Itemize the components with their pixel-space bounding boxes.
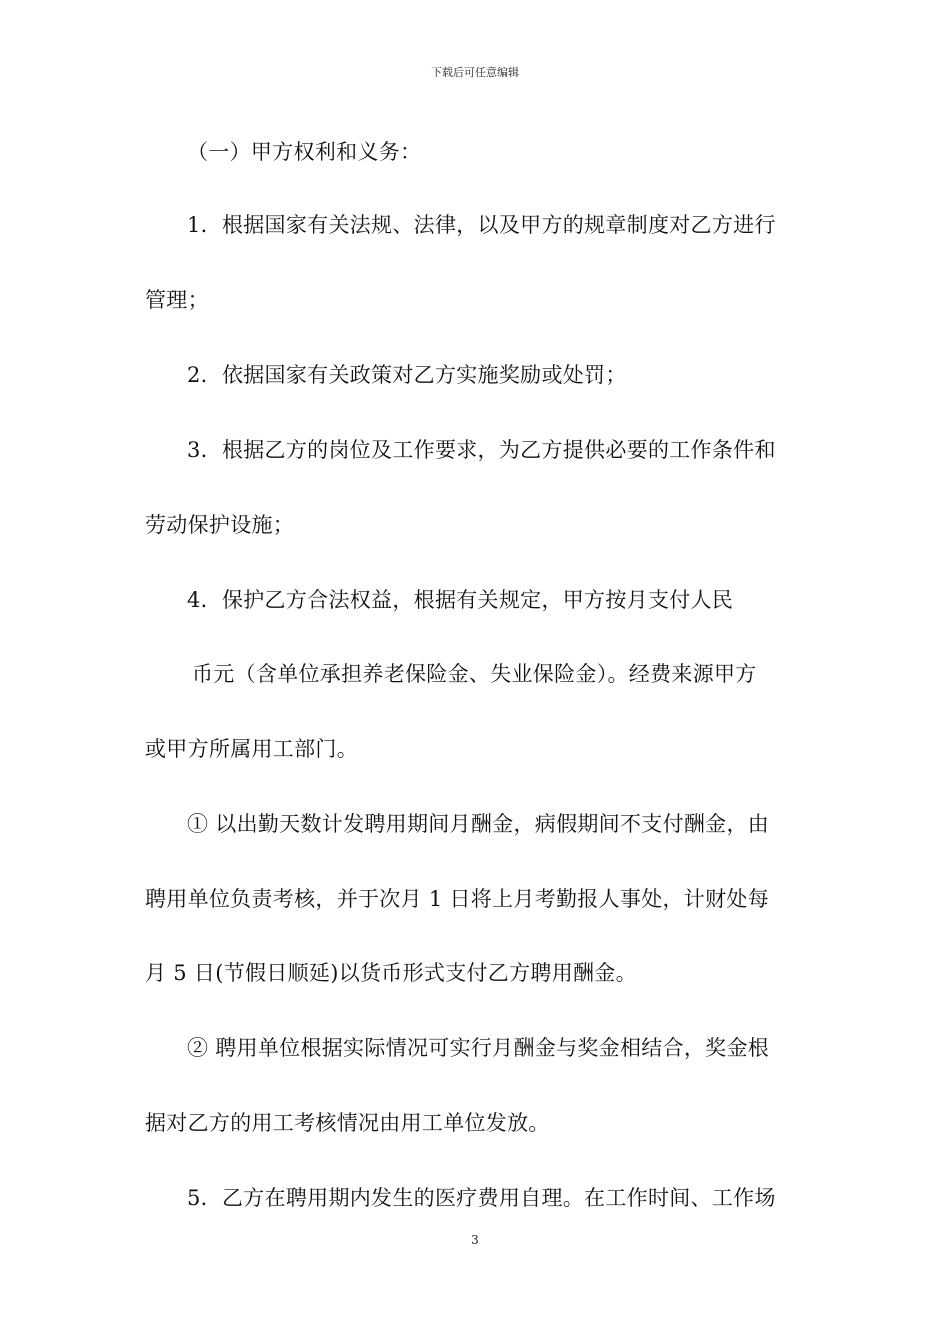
paragraph-line: 4．保护乙方合法权益，根据有关规定，甲方按月支付人民 (187, 588, 734, 612)
paragraph-line: 劳动保护设施； (145, 513, 295, 537)
paragraph-line: 或甲方所属用工部门。 (145, 737, 358, 761)
paragraph-line: 月 5 日(节假日顺延)以货币形式支付乙方聘用酬金。 (145, 961, 637, 985)
paragraph-line: 1．根据国家有关法规、法律，以及甲方的规章制度对乙方进行 (187, 213, 776, 237)
paragraph-line: 5．乙方在聘用期内发生的医疗费用自理。在工作时间、工作场 (187, 1186, 776, 1210)
paragraph-line: 据对乙方的用工考核情况由用工单位发放。 (145, 1111, 550, 1135)
paragraph-line: 2．依据国家有关政策对乙方实施奖励或处罚； (187, 363, 627, 387)
paragraph-line: 币元（含单位承担养老保险金、失业保险金）。经费来源甲方 (192, 662, 757, 686)
page-number: 3 (471, 1233, 479, 1247)
paragraph-line: ② 聘用单位根据实际情况可实行月酬金与奖金相结合，奖金根 (187, 1036, 770, 1060)
section-heading: （一）甲方权利和义务： (187, 140, 422, 164)
paragraph-line: 管理； (145, 288, 209, 312)
paragraph-line: 3．根据乙方的岗位及工作要求，为乙方提供必要的工作条件和 (187, 438, 776, 462)
paragraph-line: 聘用单位负责考核，并于次月 1 日将上月考勤报人事处，计财处每 (145, 887, 770, 911)
paragraph-line: ① 以出勤天数计发聘用期间月酬金，病假期间不支付酬金，由 (187, 812, 770, 836)
page-header-note: 下载后可任意编辑 (431, 66, 519, 79)
